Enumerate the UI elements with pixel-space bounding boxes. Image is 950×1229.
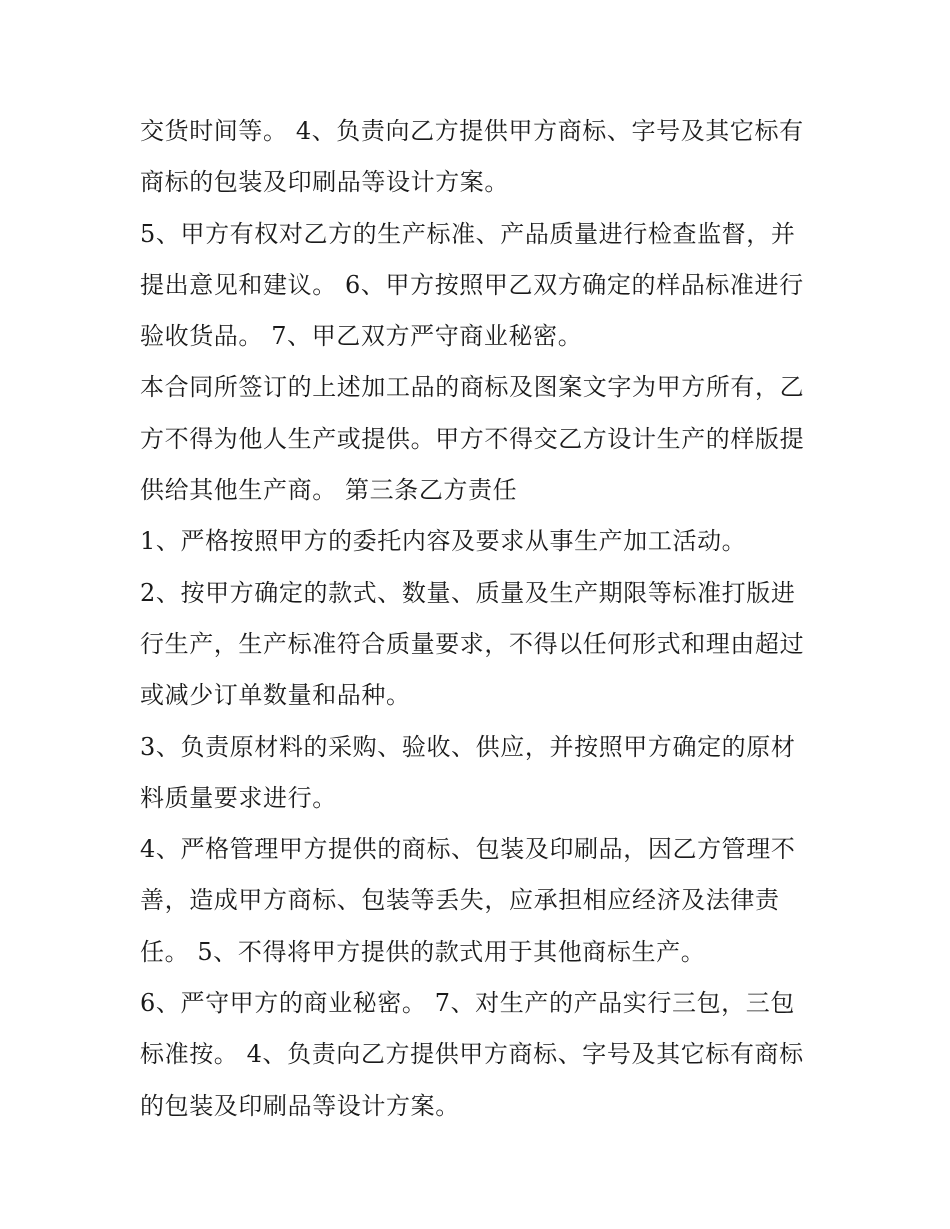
text-line: 或减少订单数量和品种。 xyxy=(140,681,411,710)
text-line: 6、严守甲方的商业秘密。 7、对生产的产品实行三包，三包 xyxy=(140,989,795,1018)
text-line: 行生产，生产标准符合质量要求，不得以任何形式和理由超过 xyxy=(140,629,805,658)
text-line: 3、负责原材料的采购、验收、供应，并按照甲方确定的原材 xyxy=(140,732,796,761)
text-line: 提出意见和建议。 6、甲方按照甲乙双方确定的样品标准进行 xyxy=(140,270,804,299)
document-body xyxy=(140,106,820,1132)
text-line: 5、甲方有权对乙方的生产标准、产品质量进行检查监督，并 xyxy=(140,219,796,248)
text-line: 供给其他生产商。 第三条乙方责任 xyxy=(140,476,518,505)
text-line: 2、按甲方确定的款式、数量、质量及生产期限等标准打版进 xyxy=(140,578,796,607)
text-line: 4、严格管理甲方提供的商标、包装及印刷品，因乙方管理不 xyxy=(140,835,796,864)
text-line: 本合同所签订的上述加工品的商标及图案文字为甲方所有，乙 xyxy=(140,373,805,402)
text-line: 标准按。 4、负责向乙方提供甲方商标、字号及其它标有商标 xyxy=(140,1040,804,1069)
text-line: 商标的包装及印刷品等设计方案。 xyxy=(140,168,509,197)
text-line: 料质量要求进行。 xyxy=(140,783,337,812)
text-line: 善，造成甲方商标、包装等丢失，应承担相应经济及法律责 xyxy=(140,886,780,915)
text-line: 任。 5、不得将甲方提供的款式用于其他商标生产。 xyxy=(140,937,706,966)
text-line: 的包装及印刷品等设计方案。 xyxy=(140,1091,460,1120)
text-line: 验收货品。 7、甲乙双方严守商业秘密。 xyxy=(140,322,583,351)
text-line: 1、严格按照甲方的委托内容及要求从事生产加工活动。 xyxy=(140,527,747,556)
text-line: 交货时间等。 4、负责向乙方提供甲方商标、字号及其它标有 xyxy=(140,117,804,145)
text-line: 方不得为他人生产或提供。甲方不得交乙方设计生产的样版提 xyxy=(140,424,805,453)
